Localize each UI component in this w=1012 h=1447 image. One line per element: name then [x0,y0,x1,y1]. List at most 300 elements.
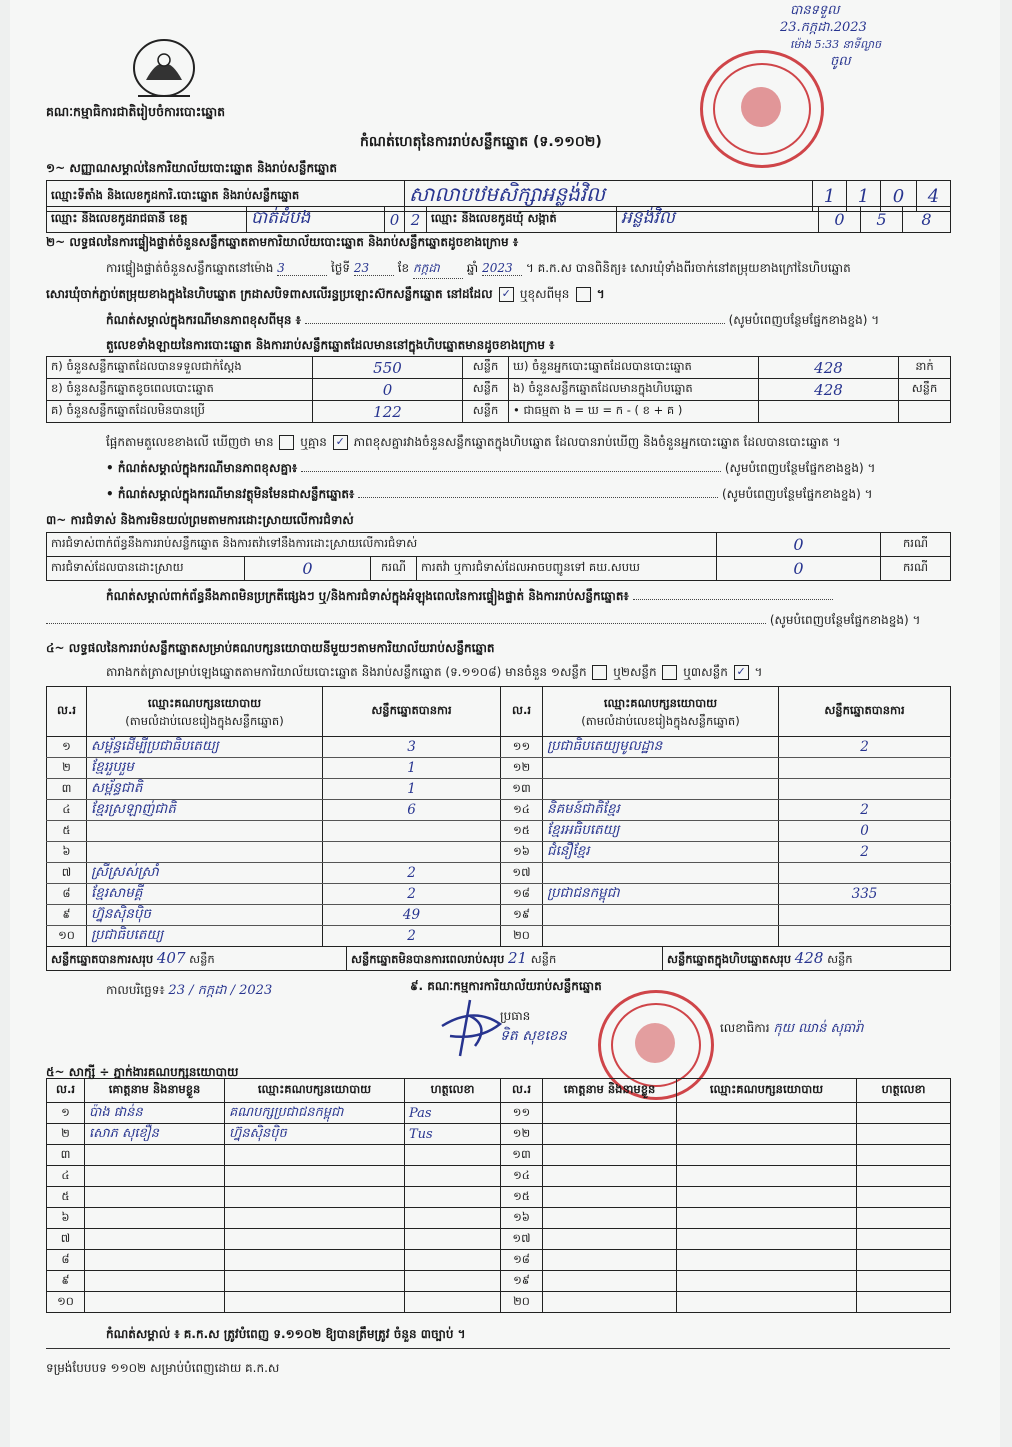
figure-label-2: ឃ) ចំនួនអ្នកបោះឆ្នោតដែលបានបោះឆ្នោត [509,357,759,379]
witness-party[interactable]: ហ្វ៊ុនស៊ិនប៉ិច [225,1124,405,1145]
verification-line [106,260,851,279]
witness-row [47,1103,951,1124]
party-name: ប្រជាជនកម្ពុជា [543,884,779,905]
witness-signature[interactable] [405,1271,501,1292]
three-sheet-checkbox[interactable]: ✓ [734,665,749,680]
party-votes: 0 [779,821,951,842]
party-no: ១៧ [501,863,543,884]
diff-text-b: ឬគ្មាន [300,435,327,449]
figure-label: ក) ចំនួនសន្លឹកឆ្នោតដែលបានទទួលជាក់ស្តែង [47,357,313,379]
col-party-sub: (តាមលំដាប់លេខរៀងក្នុងសន្លឹកឆ្នោត) [125,713,284,728]
note-1-label: កំណត់សម្គាល់ក្នុងករណីមានភាពខុសពីមុន ៖ [106,313,301,327]
figure-unit-2: នាក់ [899,357,951,379]
witness-name[interactable] [85,1187,225,1208]
valid-total-unit: សន្លឹក [189,951,215,966]
date-label: កាលបរិច្ឆេទ៖ [106,983,165,997]
w-col-party-right: ឈ្មោះគណបក្សនយោបាយ [677,1079,857,1103]
witness-signature[interactable] [405,1208,501,1229]
witness-party[interactable] [225,1187,405,1208]
verify-year: 2023 [482,261,522,276]
witness-signature[interactable] [405,1166,501,1187]
witness-party[interactable] [677,1187,857,1208]
party-row [47,884,951,905]
has-difference-checkbox[interactable] [279,435,294,450]
witness-name[interactable] [543,1124,677,1145]
box-total-unit: សន្លឹក [827,951,853,966]
witness-signature[interactable] [405,1292,501,1313]
tally-text-b: ឬ២សន្លឹក [613,665,657,679]
witness-party[interactable] [677,1166,857,1187]
witness-row [47,1145,951,1166]
appeal-label: ការតវ៉ា ឬការជំទាស់ដែលអាចបញ្ជូនទៅ គឃ.សបឃ [417,557,717,581]
party-votes: 2 [779,842,951,863]
box-total-label: សន្លឹកឆ្នោតក្នុងហិបឆ្នោតសរុប [667,951,792,966]
witness-row [47,1292,951,1313]
w-col-sign-right: ហត្ថលេខា [857,1079,951,1103]
seal-check-line: សោរឃុំចាក់ភ្ជាប់តម្រុយខាងក្នុងនៃហិបឆ្នោត ក្រដាសបិទពាសលើរន្ធប្រឡោះស៊កសន្លឹកឆ្នោត នៅដដែល ✓ ឬខុសពីមុន ។ [46,287,605,301]
party-row [47,779,951,800]
stamp-line-3: ម៉ោង 5:33 នាទីល្ងាច [790,38,882,51]
footnote: កំណត់សម្គាល់ ៖ គ.ក.ស ត្រូវបំពេញ ទ.១១០២ ឱ្យបានត្រឹមត្រូវ ចំនួន ៣ច្បាប់ ។ [106,1327,466,1341]
col-party-label: ឈ្មោះគណបក្សនយោបាយ [147,695,262,710]
figure-value: 122 [313,401,463,423]
same-checkbox[interactable]: ✓ [499,287,514,302]
seal-check-text: សោរឃុំចាក់ភ្ជាប់តម្រុយខាងក្នុងនៃហិបឆ្នោត ក្រដាសបិទពាសលើរន្ធប្រឡោះស៊កសន្លឹកឆ្នោត នៅដដែល [46,287,493,301]
form-title: កំណត់ហេតុនៃការរាប់សន្លឹកឆ្នោត (ទ.១១០២) [360,134,602,150]
witness-signature[interactable] [857,1145,951,1166]
invalid-total-cell [347,947,663,971]
party-no: ១០ [47,926,87,947]
witness-signature[interactable]: Tus [405,1124,501,1145]
section-3-title: ៣~ ការជំទាស់ និងការមិនយល់ព្រមតាមការដោះស្រាយលើការជំទាស់ [46,513,354,527]
witness-party[interactable]: គណបក្សប្រជាជនកម្ពុជា [225,1103,405,1124]
section-3-note-field[interactable] [633,599,833,600]
note-2-label: • កំណត់សម្គាល់ក្នុងករណីមានភាពខុសគ្នា៖ [106,461,298,475]
figure-value-2 [759,401,899,423]
section-3-note-label: កំណត់សម្គាល់ពាក់ព័ន្ធនឹងភាពមិនប្រក្រតីផ្សេងៗ ឬ/និងការជំទាស់ក្នុងអំឡុងពេលនៃការផ្ទៀងផ្ទាត់ និងការរាប់សន្លឹកឆ្នោត៖ [106,589,629,603]
no-difference-checkbox[interactable]: ✓ [333,435,348,450]
witness-signature[interactable] [405,1250,501,1271]
party-votes: 2 [779,800,951,821]
party-votes: 2 [323,863,501,884]
witness-no: ១២ [501,1124,543,1145]
note-1-line [106,312,956,330]
witness-signature[interactable] [857,1124,951,1145]
secretary-line [720,1020,864,1039]
witness-signature[interactable] [857,1208,951,1229]
commune-name: អន្លង់វិល [617,207,819,233]
w-col-name: គោត្តនាម និងនាមខ្លួន [85,1079,225,1103]
witness-party[interactable] [225,1271,405,1292]
party-name: ប្រជាធិបតេយ្យ [87,926,323,947]
party-no: ៧ [47,863,87,884]
resolved-count: 0 [245,557,371,581]
witness-name[interactable] [85,1292,225,1313]
appeal-count: 0 [717,557,881,581]
section-3-note-more: (សូមបំពេញបន្ថែមផ្នែកខាងខ្នង) ។ [769,613,921,627]
party-name: និគមន៍ជាតិខ្មែរ [543,800,779,821]
party-name: ប្រជាធិបតេយ្យមូលដ្ឋាន [543,737,779,758]
party-no: ៨ [47,884,87,905]
commune-label: ឈ្មោះ និងលេខកូដឃុំ សង្កាត់ [427,207,617,233]
witness-name[interactable] [543,1292,677,1313]
party-votes: 2 [779,737,951,758]
party-name: ស្រីស្រស់ស្រាំ [87,863,323,884]
tally-sheet-line: តារាងកត់ត្រាសម្រាប់ឡេងឆ្នោតតាមការិយាល័យបោះឆ្នោត និងរាប់សន្លឹកឆ្នោត (ទ.១១០៨) មានចំនួន ១សន្លឹក ឬ២សន្លឹក ឬ៣សន្លឹក ✓ ។ [106,665,763,679]
party-no: ១២ [501,758,543,779]
figure-unit-2 [899,401,951,423]
witness-party[interactable] [225,1250,405,1271]
party-name [543,863,779,884]
footer-text: ទម្រង់បែបបទ ១១០២ សម្រាប់បំពេញដោយ គ.ក.ស [46,1361,280,1375]
witness-name[interactable] [85,1145,225,1166]
party-votes: 3 [323,737,501,758]
witness-name[interactable] [85,1208,225,1229]
party-votes: 335 [779,884,951,905]
witness-name[interactable] [85,1271,225,1292]
party-name: ខ្មែររួបរួម [87,758,323,779]
witness-no: ១៨ [501,1250,543,1271]
witness-name[interactable] [85,1250,225,1271]
footer-divider [46,1348,950,1349]
section-3-note-field-2[interactable] [46,623,766,624]
witness-name[interactable] [543,1145,677,1166]
party-name: ខ្មែរអធិបតេយ្យ [543,821,779,842]
party-no: ២ [47,758,87,779]
party-name: ហ្វ៊ុនស៊ិនប៉ិច [87,905,323,926]
party-no: ១៦ [501,842,543,863]
witness-party[interactable] [677,1145,857,1166]
station-code-digit: 0 [881,181,917,212]
commune-code-digit: 8 [903,207,951,233]
witness-signature[interactable] [405,1229,501,1250]
witness-name[interactable] [543,1187,677,1208]
witness-no: ៤ [47,1166,85,1187]
witness-name[interactable] [543,1208,677,1229]
party-votes [779,905,951,926]
witness-row [47,1208,951,1229]
note-2-line [106,460,875,478]
invalid-total-label: សន្លឹកឆ្នោតមិនបានការពេលរាប់សរុប [351,951,505,966]
figure-unit: សន្លឹក [463,379,509,401]
org-name: គណៈកម្មាធិការជាតិរៀបចំការបោះឆ្នោត [46,104,226,119]
figure-label: គ) ចំនួនសន្លឹកឆ្នោតដែលមិនបានប្រើ [47,401,313,423]
section-2-title: ២~ លទ្ធផលនៃការផ្ទៀងផ្ទាត់ចំនួនសន្លឹកឆ្នោតតាមការិយាល័យបោះឆ្នោត និងរាប់សន្លឹកឆ្នោតដូចខាងក្រោម ៖ [46,235,519,249]
different-text: ឬខុសពីមុន [519,287,570,301]
figure-label-2: ង) ចំនួនសន្លឹកឆ្នោតដែលមានក្នុងហិបឆ្នោត [509,379,759,401]
witness-row [47,1229,951,1250]
commune-code-digit: 0 [819,207,861,233]
witness-signature[interactable] [857,1187,951,1208]
objections-unit: ករណី [881,533,951,557]
witness-signature[interactable]: Pas [405,1103,501,1124]
station-code-digit: 1 [847,181,881,212]
witness-row [47,1271,951,1292]
polling-station-name: សាលាបឋមសិក្សាអន្លង់វិល [405,181,813,212]
witness-signature[interactable] [857,1103,951,1124]
valid-total-label: សន្លឹកឆ្នោតបានការសរុប [51,951,154,966]
witness-party[interactable] [225,1229,405,1250]
party-name: ជំនឿខ្មែរ [543,842,779,863]
invalid-total: 21 [507,948,528,967]
different-checkbox[interactable] [576,287,591,302]
witness-row [47,1124,951,1145]
section-1-table-row2 [46,206,951,233]
secretary-label: លេខាធិការ [720,1021,770,1035]
party-name: ខ្មែរសាមគ្គី [87,884,323,905]
stamp-line-4: ចូល [830,54,851,69]
col-votes-right: សន្លឹកឆ្នោតបានការ [779,687,951,737]
chair-label: ប្រធាន [500,1009,531,1023]
witness-party[interactable] [677,1208,857,1229]
section-4-title: ៤~ លទ្ធផលនៃការរាប់សន្លឹកឆ្នោតសម្រាប់គណបក្សនយោបាយនីមួយៗតាមការិយាល័យរាប់សន្លឹកឆ្នោត [46,641,495,655]
witness-no: ១៩ [501,1271,543,1292]
objections-count: 0 [717,533,881,557]
tally-text-c: ឬ៣សន្លឹក [683,665,728,679]
date-line [106,982,272,1001]
witness-no: ១៥ [501,1187,543,1208]
party-row [47,800,951,821]
party-row [47,758,951,779]
verify-day: 23 [354,261,394,276]
difference-line [106,434,841,452]
party-results-table [46,686,951,947]
witness-name[interactable] [85,1229,225,1250]
witness-party[interactable] [225,1292,405,1313]
witness-no: ២ [47,1124,85,1145]
party-name: សម្ព័ន្ធជាតិ [87,779,323,800]
party-votes: 1 [323,779,501,800]
witness-no: ៥ [47,1187,85,1208]
province-code-digit: 0 [385,207,405,233]
tally-text-a: តារាងកត់ត្រាសម្រាប់ឡេងឆ្នោតតាមការិយាល័យបោះឆ្នោត និងរាប់សន្លឹកឆ្នោត (ទ.១១០៨) មានចំនួន ១សន្លឹក [106,665,587,679]
note-2-more: (សូមបំពេញបន្ថែមផ្នែកខាងខ្នង) ។ [724,461,876,475]
figures-row [47,357,951,379]
party-name: សម្ព័ន្ធដើម្បីប្រជាធិបតេយ្យ [87,737,323,758]
note-3-label: • កំណត់សម្គាល់ក្នុងករណីមានវត្ថុមិនមែនជាសន្លឹកឆ្នោត៖ [106,487,355,501]
totals-row [46,946,951,971]
party-name [543,905,779,926]
stamp-line-2: 23.កក្កដា.2023 [780,20,867,35]
verify-text-d: ឆ្នាំ [466,261,479,275]
witness-no: ៨ [47,1250,85,1271]
party-no: ១ [47,737,87,758]
witness-no: ៣ [47,1145,85,1166]
party-row [47,863,951,884]
figure-value-2: 428 [759,379,899,401]
col-party-label: ឈ្មោះគណបក្សនយោបាយ [603,695,718,710]
witness-signature[interactable] [857,1229,951,1250]
party-votes: 2 [323,884,501,905]
note-3-field[interactable] [358,497,718,498]
party-name [543,758,779,779]
col-votes-left: សន្លឹកឆ្នោតបានការ [323,687,501,737]
verify-text-e: ។ គ.ក.ស បានពិនិត្យ៖ សោរឃុំទាំងពីរចាក់នៅតម្រុយខាងក្រៅនៃហិបឆ្នោត [525,261,851,275]
form-page [10,0,1000,1447]
chair-name: ទិត សុខខេន [500,1028,567,1044]
col-party-sub: (តាមលំដាប់លេខរៀងក្នុងសន្លឹកឆ្នោត) [581,713,740,728]
figure-label-2: • ជាធម្មតា ង = ឃ = ក - ( ខ + គ ) [509,401,759,423]
one-sheet-checkbox[interactable] [592,665,607,680]
party-votes [779,779,951,800]
figure-label: ខ) ចំនួនសន្លឹកឆ្នោតខូចពេលបោះឆ្នោត [47,379,313,401]
note-2-field[interactable] [301,471,721,472]
figures-row [47,379,951,401]
party-no: ៣ [47,779,87,800]
party-name [543,779,779,800]
valid-total: 407 [156,948,186,967]
diff-text-a: ផ្អែកតាមតួលេខខាងលើ ឃើញថា មាន [106,435,274,449]
party-votes [323,842,501,863]
station-code-digit: 1 [813,181,847,212]
witness-signature[interactable] [857,1250,951,1271]
nec-logo [120,34,208,106]
party-no: ៤ [47,800,87,821]
w-col-sign: ហត្ថលេខា [405,1079,501,1103]
witness-name[interactable] [543,1250,677,1271]
party-no: ១១ [501,737,543,758]
witness-no: ១៣ [501,1145,543,1166]
party-row [47,905,951,926]
w-col-name-right: គោត្តនាម និងនាមខ្លួន [543,1079,677,1103]
section-3-note [106,588,833,606]
box-total: 428 [794,948,824,967]
section-1-title: ១~ សញ្ញាណសម្គាល់នៃការិយាល័យបោះឆ្នោត និងរាប់សន្លឹកឆ្នោត [46,161,337,175]
diff-text-c: ភាពខុសគ្នារវាងចំនួនសន្លឹកឆ្នោតក្នុងហិបឆ្នោត ដែលបានរាប់ឃើញ និងចំនួនអ្នកបោះឆ្នោត ដែលបានបោះឆ្នោត ។ [353,435,841,449]
col-no-left: ល.រ [47,687,87,737]
party-no: ១៣ [501,779,543,800]
section-5-title: ៥~ សាក្សី ÷ ភ្នាក់ងារគណបក្សនយោបាយ [46,1065,239,1079]
party-no: ៩ [47,905,87,926]
witness-party[interactable] [677,1229,857,1250]
verify-text-a: ការផ្ទៀងផ្ទាត់ចំនួនសន្លឹកឆ្នោតនៅម៉ោង [106,261,274,275]
figure-value-2: 428 [759,357,899,379]
verify-month: កក្កដា [413,260,463,279]
objections-table [46,532,951,581]
w-col-party: ឈ្មោះគណបក្សនយោបាយ [225,1079,405,1103]
col-party-right [543,687,779,737]
note-3-line [106,486,873,504]
party-votes: 1 [323,758,501,779]
witness-party[interactable] [677,1292,857,1313]
party-name [87,821,323,842]
note-1-more: (សូមបំពេញបន្ថែមផ្នែកខាងខ្នង) ។ [728,313,880,327]
party-votes [779,863,951,884]
party-no: ១៥ [501,821,543,842]
party-name [543,926,779,947]
party-votes [779,926,951,947]
official-seal-top [700,50,824,168]
witness-party[interactable] [225,1208,405,1229]
witness-name[interactable] [543,1271,677,1292]
witness-signature[interactable] [857,1292,951,1313]
section-3-note-line2 [46,612,920,630]
party-no: ២០ [501,926,543,947]
party-votes: 2 [323,926,501,947]
witness-party[interactable] [225,1145,405,1166]
verify-hour: 3 [277,261,327,276]
witness-signature[interactable] [405,1145,501,1166]
two-sheet-checkbox[interactable] [662,665,677,680]
appeal-unit: ករណី [881,557,951,581]
witness-party[interactable] [677,1250,857,1271]
polling-station-label: ឈ្មោះទីតាំង និងលេខកូដការិ.បោះឆ្នោត និងរាប់សន្លឹកឆ្នោត [47,181,405,212]
note-1-field[interactable] [305,323,725,324]
witness-row [47,1187,951,1208]
witness-name[interactable] [543,1229,677,1250]
witness-no: ២០ [501,1292,543,1313]
witness-no: ១៤ [501,1166,543,1187]
figures-table [46,356,951,423]
witness-name[interactable] [543,1103,677,1124]
figure-unit: សន្លឹក [463,357,509,379]
witness-no: ១១ [501,1103,543,1124]
witness-name[interactable] [543,1166,677,1187]
box-total-cell [663,947,951,971]
witness-no: ៦ [47,1208,85,1229]
witness-row [47,1250,951,1271]
party-name [87,842,323,863]
stamp-line-1: បានទទួល [790,3,840,18]
witness-name[interactable] [85,1166,225,1187]
party-votes: 6 [323,800,501,821]
witness-table [46,1078,951,1313]
province-code-digit: 2 [405,207,427,233]
station-code-digit: 4 [917,181,951,212]
witness-party[interactable] [677,1103,857,1124]
witness-no: ៩ [47,1271,85,1292]
party-row [47,926,951,947]
invalid-total-unit: សន្លឹក [530,951,557,966]
w-col-no-right: ល.រ [501,1079,543,1103]
col-no-right: ល.រ [501,687,543,737]
figure-value: 0 [313,379,463,401]
figure-unit: សន្លឹក [463,401,509,423]
witness-row [47,1166,951,1187]
party-no: ៦ [47,842,87,863]
witness-signature[interactable] [857,1271,951,1292]
objections-label: ការជំទាស់ពាក់ព័ន្ធនឹងការរាប់សន្លឹកឆ្នោត និងការតវ៉ាទៅនឹងការដោះស្រាយលើការជំទាស់ [47,533,717,557]
witness-party[interactable] [225,1166,405,1187]
witness-signature[interactable] [405,1187,501,1208]
figure-unit-2: សន្លឹក [899,379,951,401]
party-no: ៥ [47,821,87,842]
party-votes: 49 [323,905,501,926]
province-name: បាត់ដំបង [247,207,385,233]
witness-no: ១០ [47,1292,85,1313]
col-party-left [87,687,323,737]
figures-row [47,401,951,423]
figures-intro: តួលេខទាំងឡាយនៃការបោះឆ្នោត និងការរាប់សន្លឹកឆ្នោតដែលមាននៅក្នុងហិបឆ្នោតមានដូចខាងក្រោម ៖ [106,338,555,352]
witness-party[interactable] [677,1124,857,1145]
province-label: ឈ្មោះ និងលេខកូដរាជធានី ខេត្ត [47,207,247,233]
committee-label: ៩. គណៈកម្មការការិយាល័យរាប់សន្លឹកឆ្នោត [410,979,602,993]
witness-signature[interactable] [857,1166,951,1187]
witness-no: ១៧ [501,1229,543,1250]
party-row [47,821,951,842]
witness-name[interactable]: ប៉ាង ផាន់ន [85,1103,225,1124]
verify-text-b: ថ្ងៃទី [331,261,351,275]
witness-name[interactable]: សោភ សុខឿន [85,1124,225,1145]
secretary-name: កុយ ឈាន់ សុធារ៉ា [773,1021,864,1036]
witness-party[interactable] [677,1271,857,1292]
party-no: ១៤ [501,800,543,821]
figure-value: 550 [313,357,463,379]
witness-no: ១៦ [501,1208,543,1229]
witness-no: ១ [47,1103,85,1124]
party-name: ខ្មែរស្រឡាញ់ជាតិ [87,800,323,821]
sign-date: 23 / កក្កដា / 2023 [168,983,273,998]
